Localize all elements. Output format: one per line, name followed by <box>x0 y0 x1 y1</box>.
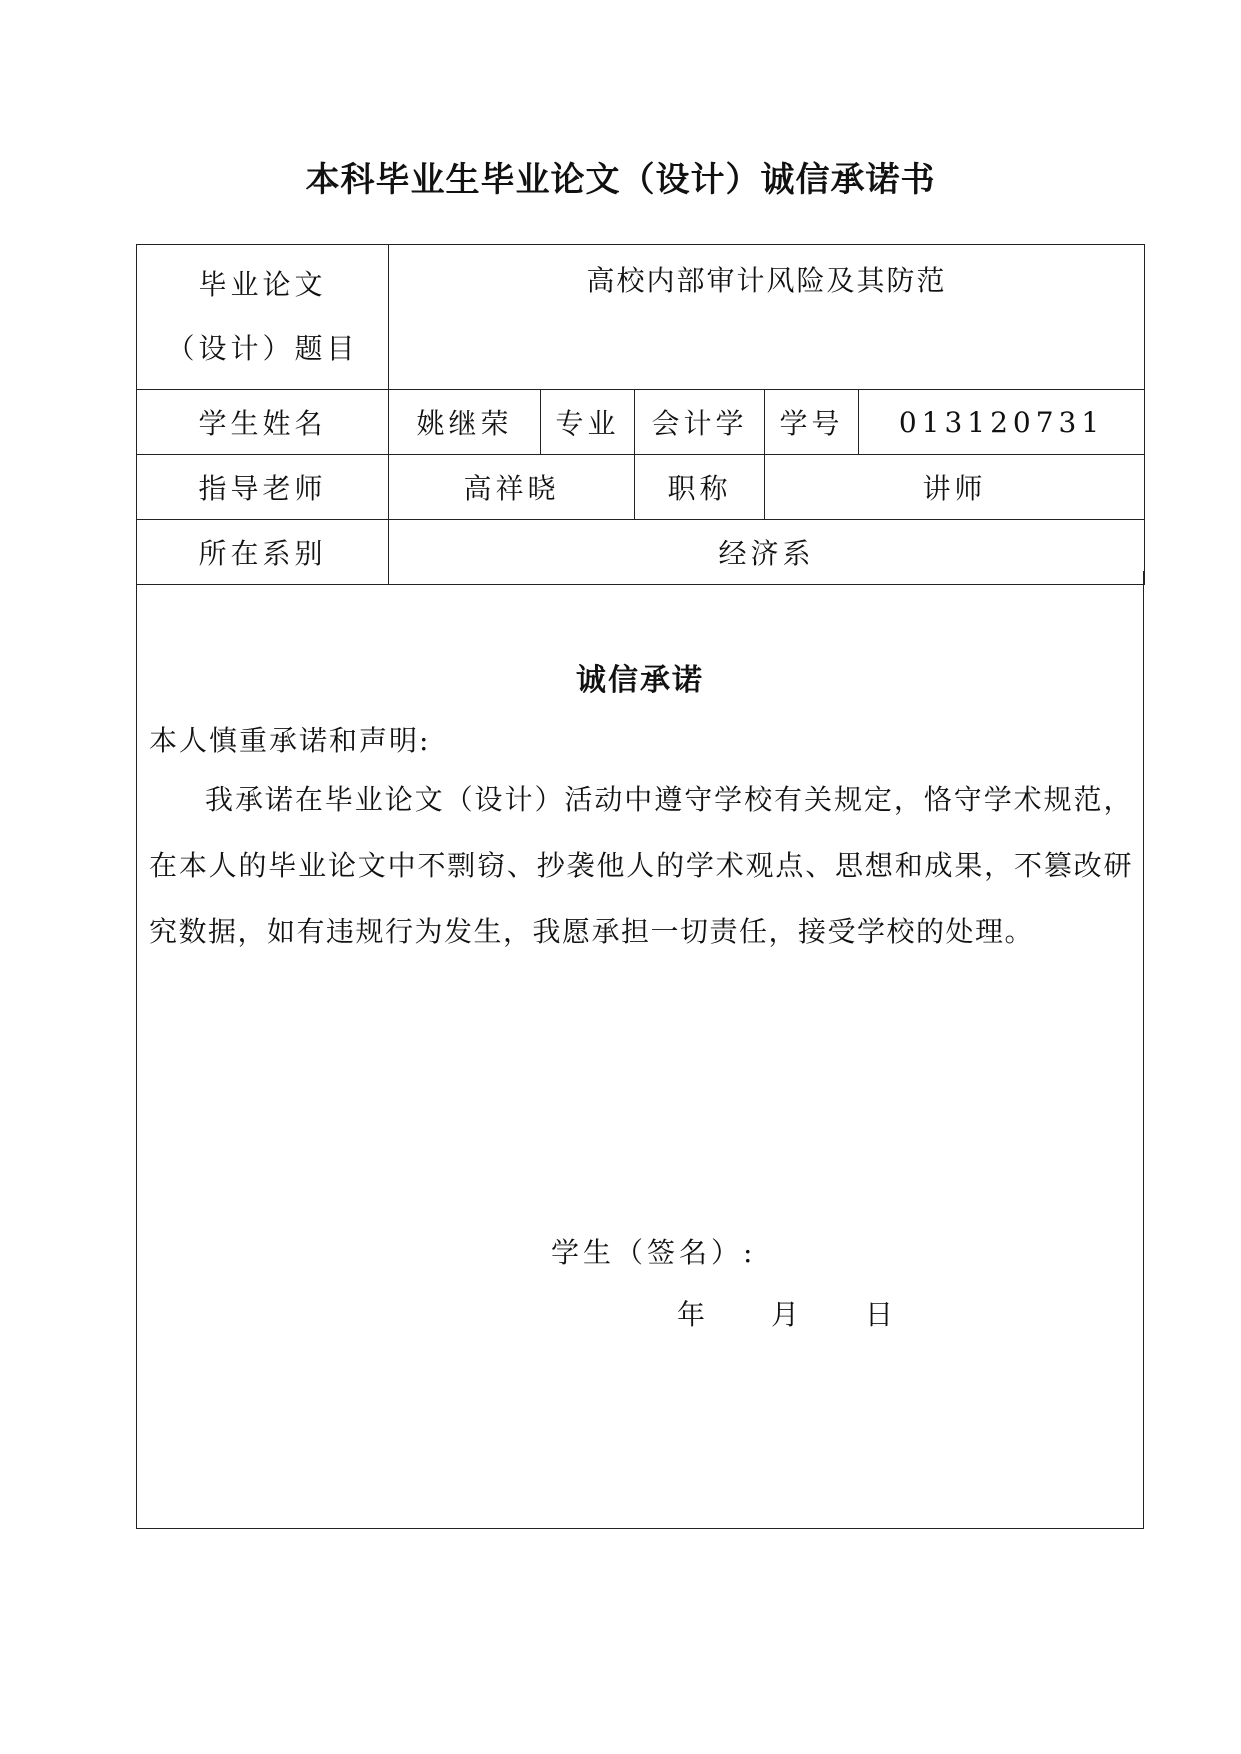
topic-value: 高校内部审计风险及其防范 <box>389 245 1145 390</box>
major-value: 会计学 <box>635 390 765 455</box>
date-month-label: 月 <box>771 1298 800 1331</box>
table-row-student <box>137 390 1145 455</box>
student-name-value: 姚继荣 <box>389 390 541 455</box>
date-day-label: 日 <box>865 1298 894 1331</box>
department-label: 所在系别 <box>137 520 389 585</box>
advisor-value: 高祥晓 <box>389 455 635 520</box>
major-label: 专业 <box>541 390 635 455</box>
pledge-intro: 本人慎重承诺和声明: <box>149 724 431 757</box>
pledge-body: 我承诺在毕业论文（设计）活动中遵守学校有关规定，恪守学术规范，在本人的毕业论文中不剽窃、抄袭他人的学术观点、思想和成果，不篡改研究数据，如有违规行为发生，我愿承担一切责任，接受学校的处理。 <box>149 783 1133 948</box>
topic-label-line2: （设计）题目 <box>166 332 359 365</box>
department-value: 经济系 <box>389 520 1145 585</box>
table-row-advisor <box>137 455 1145 520</box>
date-line <box>677 1293 893 1333</box>
table-row-topic <box>137 245 1145 390</box>
signature-label: 学生（签名）: <box>551 1236 757 1269</box>
pledge-section <box>136 571 1144 1529</box>
advisor-title-value: 讲师 <box>765 455 1145 520</box>
student-id-label: 学号 <box>765 390 859 455</box>
pledge-heading: 诚信承诺 <box>576 663 704 698</box>
date-year-label: 年 <box>677 1298 706 1331</box>
topic-label-line1: 毕业论文 <box>198 268 327 301</box>
document-title: 本科毕业生毕业论文（设计）诚信承诺书 <box>305 160 936 200</box>
advisor-label: 指导老师 <box>137 455 389 520</box>
topic-label-cell <box>137 245 389 390</box>
student-name-label: 学生姓名 <box>137 390 389 455</box>
advisor-title-label: 职称 <box>635 455 765 520</box>
student-id-value: 013120731 <box>859 390 1145 455</box>
thesis-info-table <box>136 244 1145 585</box>
